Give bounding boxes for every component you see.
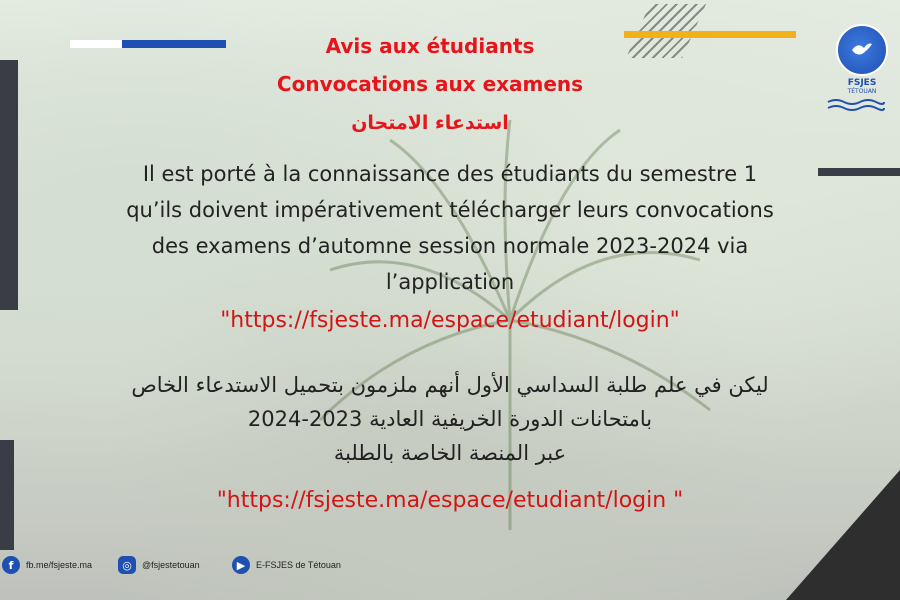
fsjes-logo [826,20,898,150]
dove-globe-icon [836,24,888,76]
instagram-icon: ◎ [118,556,136,574]
facebook-handle: fb.me/fsjeste.ma [26,560,93,570]
facebook-link[interactable] [2,556,92,574]
instagram-link[interactable] [118,556,200,574]
title-arabic: استدعاء الامتحان [351,112,509,134]
logo-city: TÉTOUAN [847,88,877,95]
dove-icon [850,40,874,58]
instagram-handle: @fsjestetouan [142,560,200,570]
french-login-link[interactable]: "https://fsjeste.ma/espace/etudiant/login" [220,308,680,333]
french-notice [20,156,880,300]
social-footer [0,556,420,580]
french-line-1: Il est porté à la connaissance des étudiants du semestre 1 [142,162,758,186]
arabic-login-link[interactable]: "https://fsjeste.ma/espace/etudiant/login " [216,488,684,513]
left-decorative-band [0,60,18,310]
french-line-2: qu’ils doivent impérativement télécharger leurs convocations [126,198,774,222]
arabic-line-2: بامتحانات الدورة الخريفية العادية 2023-2024 [247,407,653,431]
french-line-4: l’application [385,270,515,294]
title-line-2: Convocations aux examens [276,72,584,96]
french-line-3: des examens d’automne session normale 2023-2024 via [151,234,749,258]
wave-icon [826,98,886,112]
arabic-line-3: عبر المنصة الخاصة بالطلبة [333,441,567,465]
arabic-notice [40,368,860,470]
arabic-line-1: ليكن في علم طلبة السداسي الأول أنهم ملزمون بتحميل الاستدعاء الخاص [131,373,769,397]
youtube-handle: E-FSJES de Tétouan [256,560,341,570]
accent-bar-white [70,40,122,48]
youtube-icon: ▶ [232,556,250,574]
facebook-icon: f [2,556,20,574]
left-decorative-band-lower [0,440,14,550]
title-line-1: Avis aux étudiants [325,34,535,58]
logo-name: FSJES [847,78,877,88]
youtube-link[interactable] [232,556,341,574]
